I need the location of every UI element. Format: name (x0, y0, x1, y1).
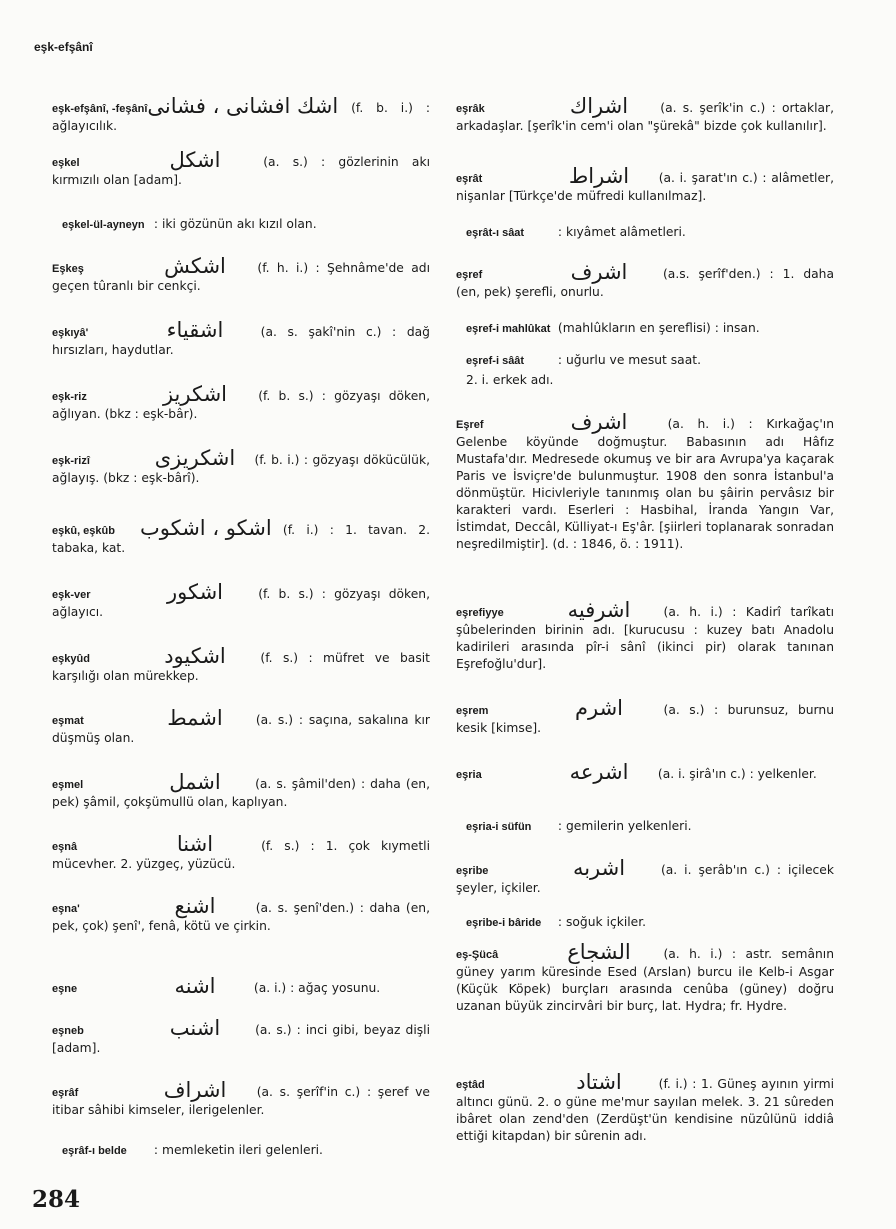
dictionary-entry (456, 164, 834, 205)
dictionary-entry (52, 974, 430, 998)
entry-definition: (a. s. şerîk'in c.) : ortaklar, arkadaşlar. [şerîk'in cem'i olan "şürekâ" bizde çok kullanılır]. (456, 101, 834, 133)
entry-headword: eşmel (52, 779, 84, 791)
entry-headword: eşrefiyye (456, 607, 504, 619)
entry-arabic-script: اشنع (174, 894, 216, 918)
entry-headword: eşk-rizî (52, 455, 90, 467)
entry-definition: (a. i. şerâb'ın c.) : içilecek şeyler, içkiler. (456, 863, 834, 895)
entry-headword: eşk-ver (52, 589, 91, 601)
entry-arabic-script: اشكريزى (154, 446, 236, 470)
entry-definition: (a. s.) : burunsuz, burnu kesik [kimse]. (456, 703, 834, 735)
entry-arabic-script: اشكو ، اشكوب (140, 516, 272, 540)
dictionary-entry (52, 770, 430, 811)
entry-headword: eşkyûd (52, 653, 90, 665)
entry-definition: 2. i. erkek adı. (466, 373, 554, 387)
entry-definition: : memleketin ileri gelenleri. (153, 1143, 323, 1157)
entry-arabic-script: اشراط (568, 164, 630, 188)
entry-definition: : iki gözünün akı kızıl olan. (153, 217, 317, 231)
entry-headword: eşkel (52, 157, 80, 169)
entry-definition: (f. b. i.) : gözyaşı dökücülük, ağlayış. (bkz : eşk-bârî). (52, 453, 430, 485)
dictionary-entry (456, 856, 834, 897)
entry-definition: (f. s.) : müfret ve basit karşılığı olan mürekkep. (52, 651, 430, 683)
dictionary-entry (456, 818, 844, 836)
page-number: 284 (32, 1186, 81, 1213)
entry-definition: (a. s. şakî'nin c.) : dağ hırsızları, haydutlar. (52, 325, 430, 357)
entry-headword: eşrâf-ı belde (62, 1145, 127, 1157)
entry-headword: eşrât (456, 173, 483, 185)
dictionary-entry (52, 318, 430, 359)
entry-arabic-script: اشرفيه (567, 598, 631, 622)
entry-headword: eşref-i sâât (466, 355, 525, 367)
entry-definition: (f. i.) : 1. tavan. 2. tabaka, kat. (52, 523, 430, 555)
dictionary-entry (456, 1070, 834, 1145)
entry-arabic-script: اشقياء (166, 318, 224, 342)
running-head: eşk-efşânî (34, 40, 93, 54)
entry-headword: eşrâk (456, 103, 485, 115)
entry-definition: (a. i. şarat'ın c.) : alâmetler, nişanlar [Türkçe'de müfredi kullanılmaz]. (456, 171, 834, 203)
entry-headword: eşkel-ül-ayneyn (62, 219, 145, 231)
entry-headword: eşrem (456, 705, 489, 717)
entry-headword: eşribe (456, 865, 489, 877)
entry-arabic-script: اشنه (174, 974, 216, 998)
entry-arabic-script: اشربه (572, 856, 626, 880)
entry-arabic-script: اشكل (169, 148, 221, 172)
entry-definition: : kıyâmet alâmetleri. (557, 225, 686, 239)
entry-headword: eşrât-ı sâat (466, 227, 525, 239)
entry-definition: (a. s. şenî'den.) : daha (en, pek, çok) şenî', fenâ, kötü ve çirkin. (52, 901, 430, 933)
dictionary-entry (52, 446, 430, 487)
entry-definition: (a. h. i.) : Kırkağaç'ın Gelenbe köyünde doğmuştur. Babasının adı Hâfız Mustafa'dır. Medresede okumuş ve bir ara Avrupa'ya kaçarak Paris ve İsviçre'de bulunmuştur. 1908 den sonra İstanbul'a dönmüştür. Hicivleriyle tanınmış olan bu şâirin pervâsız bir karakteri vardı. Eserleri : Hasbihal, İranda Yangın Var, İstimdat, Deccâl, Külliyat-ı Eş'âr. [şiirleri toplanarak sonradan neşredilmiştir]. (d. : 1846, ö. : 1911). (456, 417, 834, 551)
entry-headword: eşkıyâ' (52, 327, 89, 339)
entry-definition: (a. s.) : gözlerinin akı kırmızılı olan [adam]. (52, 155, 430, 187)
entry-headword: Eşref (456, 419, 484, 431)
entry-arabic-script: اشنا (176, 832, 214, 856)
entry-arabic-script: اشمط (167, 706, 223, 730)
entry-definition: (f. b. s.) : gözyaşı döken, ağlayıcı. (52, 587, 430, 619)
entry-definition: : gemilerin yelkenleri. (557, 819, 692, 833)
entry-definition: (a. i. şirâ'ın c.) : yelkenler. (657, 767, 817, 781)
dictionary-entry (52, 94, 430, 135)
dictionary-entry (52, 254, 430, 295)
dictionary-entry (456, 760, 834, 784)
dictionary-entry (456, 696, 834, 737)
dictionary-entry (456, 94, 834, 135)
entry-arabic-script: اشراك (569, 94, 629, 118)
entry-headword: eşria-i süfün (466, 821, 532, 833)
dictionary-entry (52, 832, 430, 873)
entry-headword: eşmat (52, 715, 84, 727)
dictionary-entry (52, 894, 430, 935)
entry-headword: eşria (456, 769, 482, 781)
dictionary-entry (52, 1142, 440, 1160)
entry-headword: eşref (456, 269, 483, 281)
entry-definition: : soğuk içkiler. (557, 915, 647, 929)
entry-definition: (a. s. şâmil'den) : daha (en, pek) şâmil, çokşümullü olan, kaplıyan. (52, 777, 430, 809)
dictionary-entry (52, 644, 430, 685)
entry-definition: (f. b. s.) : gözyaşı döken, ağlıyan. (bkz : eşk-bâr). (52, 389, 430, 421)
entry-definition: (a.s. şerîf'den.) : 1. daha (en, pek) şerefli, onurlu. (456, 267, 834, 299)
dictionary-entry (52, 216, 440, 234)
dictionary-entry (456, 914, 844, 932)
entry-headword: eştâd (456, 1079, 485, 1091)
entry-headword: Eşkeş (52, 263, 84, 275)
entry-definition: (a. h. i.) : Kadirî tarîkatı şûbelerinden birinin adı. [kurucusu : kuzey batı Anadolu kadirileri arasında pîr-i sânî (ikinci pir) olarak tanınan Eşrefoğlu'dur]. (456, 605, 834, 671)
entry-headword: eşk-riz (52, 391, 87, 403)
entry-definition: (a. h. i.) : astr. semânın güney yarım küresinde Esed (Arslan) burcu ile Kelb-i Asgar (Küçük Köpek) burçları arasında cenûba (güney) doğru uzanan büyük zincirvâri bir burç, lat. Hydra; fr. Hydre. (456, 947, 834, 1013)
entry-arabic-script: اشتاد (576, 1070, 622, 1094)
dictionary-entry (52, 706, 430, 747)
entry-headword: eşnâ (52, 841, 78, 853)
entry-headword: eşrâf (52, 1087, 79, 1099)
entry-arabic-script: اشك افشانى ، فشانى (147, 94, 339, 118)
entry-headword: eşribe-i bâride (466, 917, 542, 929)
entry-definition: (f. h. i.) : Şehnâme'de adı geçen tûranlı bir cenkçi. (52, 261, 430, 293)
entry-definition: (a. i.) : ağaç yosunu. (253, 981, 381, 995)
entry-headword: eşne (52, 983, 78, 995)
entry-arabic-script: الشجاع (567, 940, 631, 964)
entry-arabic-script: اشنب (169, 1016, 221, 1040)
entry-headword: eşna' (52, 903, 80, 915)
dictionary-entry (52, 516, 430, 557)
entry-headword: eşkû, eşkûb (52, 525, 115, 537)
dictionary-entry (52, 580, 430, 621)
entry-definition: (f. b. i.) : ağlayıcılık. (52, 101, 430, 133)
dictionary-entry (456, 224, 844, 242)
dictionary-entry (456, 410, 834, 553)
dictionary-entry (456, 320, 844, 338)
entry-definition: (a. s.) : saçına, sakalına kır düşmüş olan. (52, 713, 430, 745)
entry-arabic-script: اشرم (574, 696, 624, 720)
entry-definition: (a. s. şerîf'in c.) : şeref ve itibar sâhibi kimseler, ilerigelenler. (52, 1085, 430, 1117)
entry-headword: eşk-efşânî, -feşânî (52, 103, 148, 115)
entry-arabic-script: اشرف (570, 410, 628, 434)
entry-headword: eşneb (52, 1025, 84, 1037)
entry-arabic-script: اشمل (169, 770, 221, 794)
entry-definition: (mahlûkların en şereflisi) : insan. (557, 321, 760, 335)
entry-definition: (a. s.) : inci gibi, beyaz dişli [adam]. (52, 1023, 430, 1055)
dictionary-entry (52, 382, 430, 423)
entry-arabic-script: اشكش (164, 254, 226, 278)
dictionary-entry (456, 598, 834, 673)
dictionary-entry (456, 372, 844, 389)
dictionary-entry (456, 940, 834, 1015)
entry-arabic-script: اشرف (570, 260, 628, 284)
dictionary-entry (456, 352, 844, 370)
entry-arabic-script: اشكريز (162, 382, 228, 406)
entry-headword: eşref-i mahlûkat (466, 323, 551, 335)
entry-headword: eş-Şücâ (456, 949, 499, 961)
entry-arabic-script: اشرعه (569, 760, 629, 784)
dictionary-entry (52, 1078, 430, 1119)
dictionary-entry (52, 1016, 430, 1057)
entry-arabic-script: اشراف (163, 1078, 227, 1102)
entry-arabic-script: اشكيود (164, 644, 226, 668)
dictionary-entry (52, 148, 430, 189)
dictionary-entry (456, 260, 834, 301)
entry-definition: : uğurlu ve mesut saat. (557, 353, 701, 367)
entry-arabic-script: اشكور (166, 580, 224, 604)
entry-definition: (f. s.) : 1. çok kıymetli mücevher. 2. yüzgeç, yüzücü. (52, 839, 430, 871)
entry-definition: (f. i.) : 1. Güneş ayının yirmi altıncı günü. 2. o güne me'mur sayılan melek. 3. 21 sûreden ibâret olan zend'den (Zerdüşt'ün kendisine nüzûlünü iddiâ ettiği kitapdan) bir sûrenin adı. (456, 1077, 834, 1143)
